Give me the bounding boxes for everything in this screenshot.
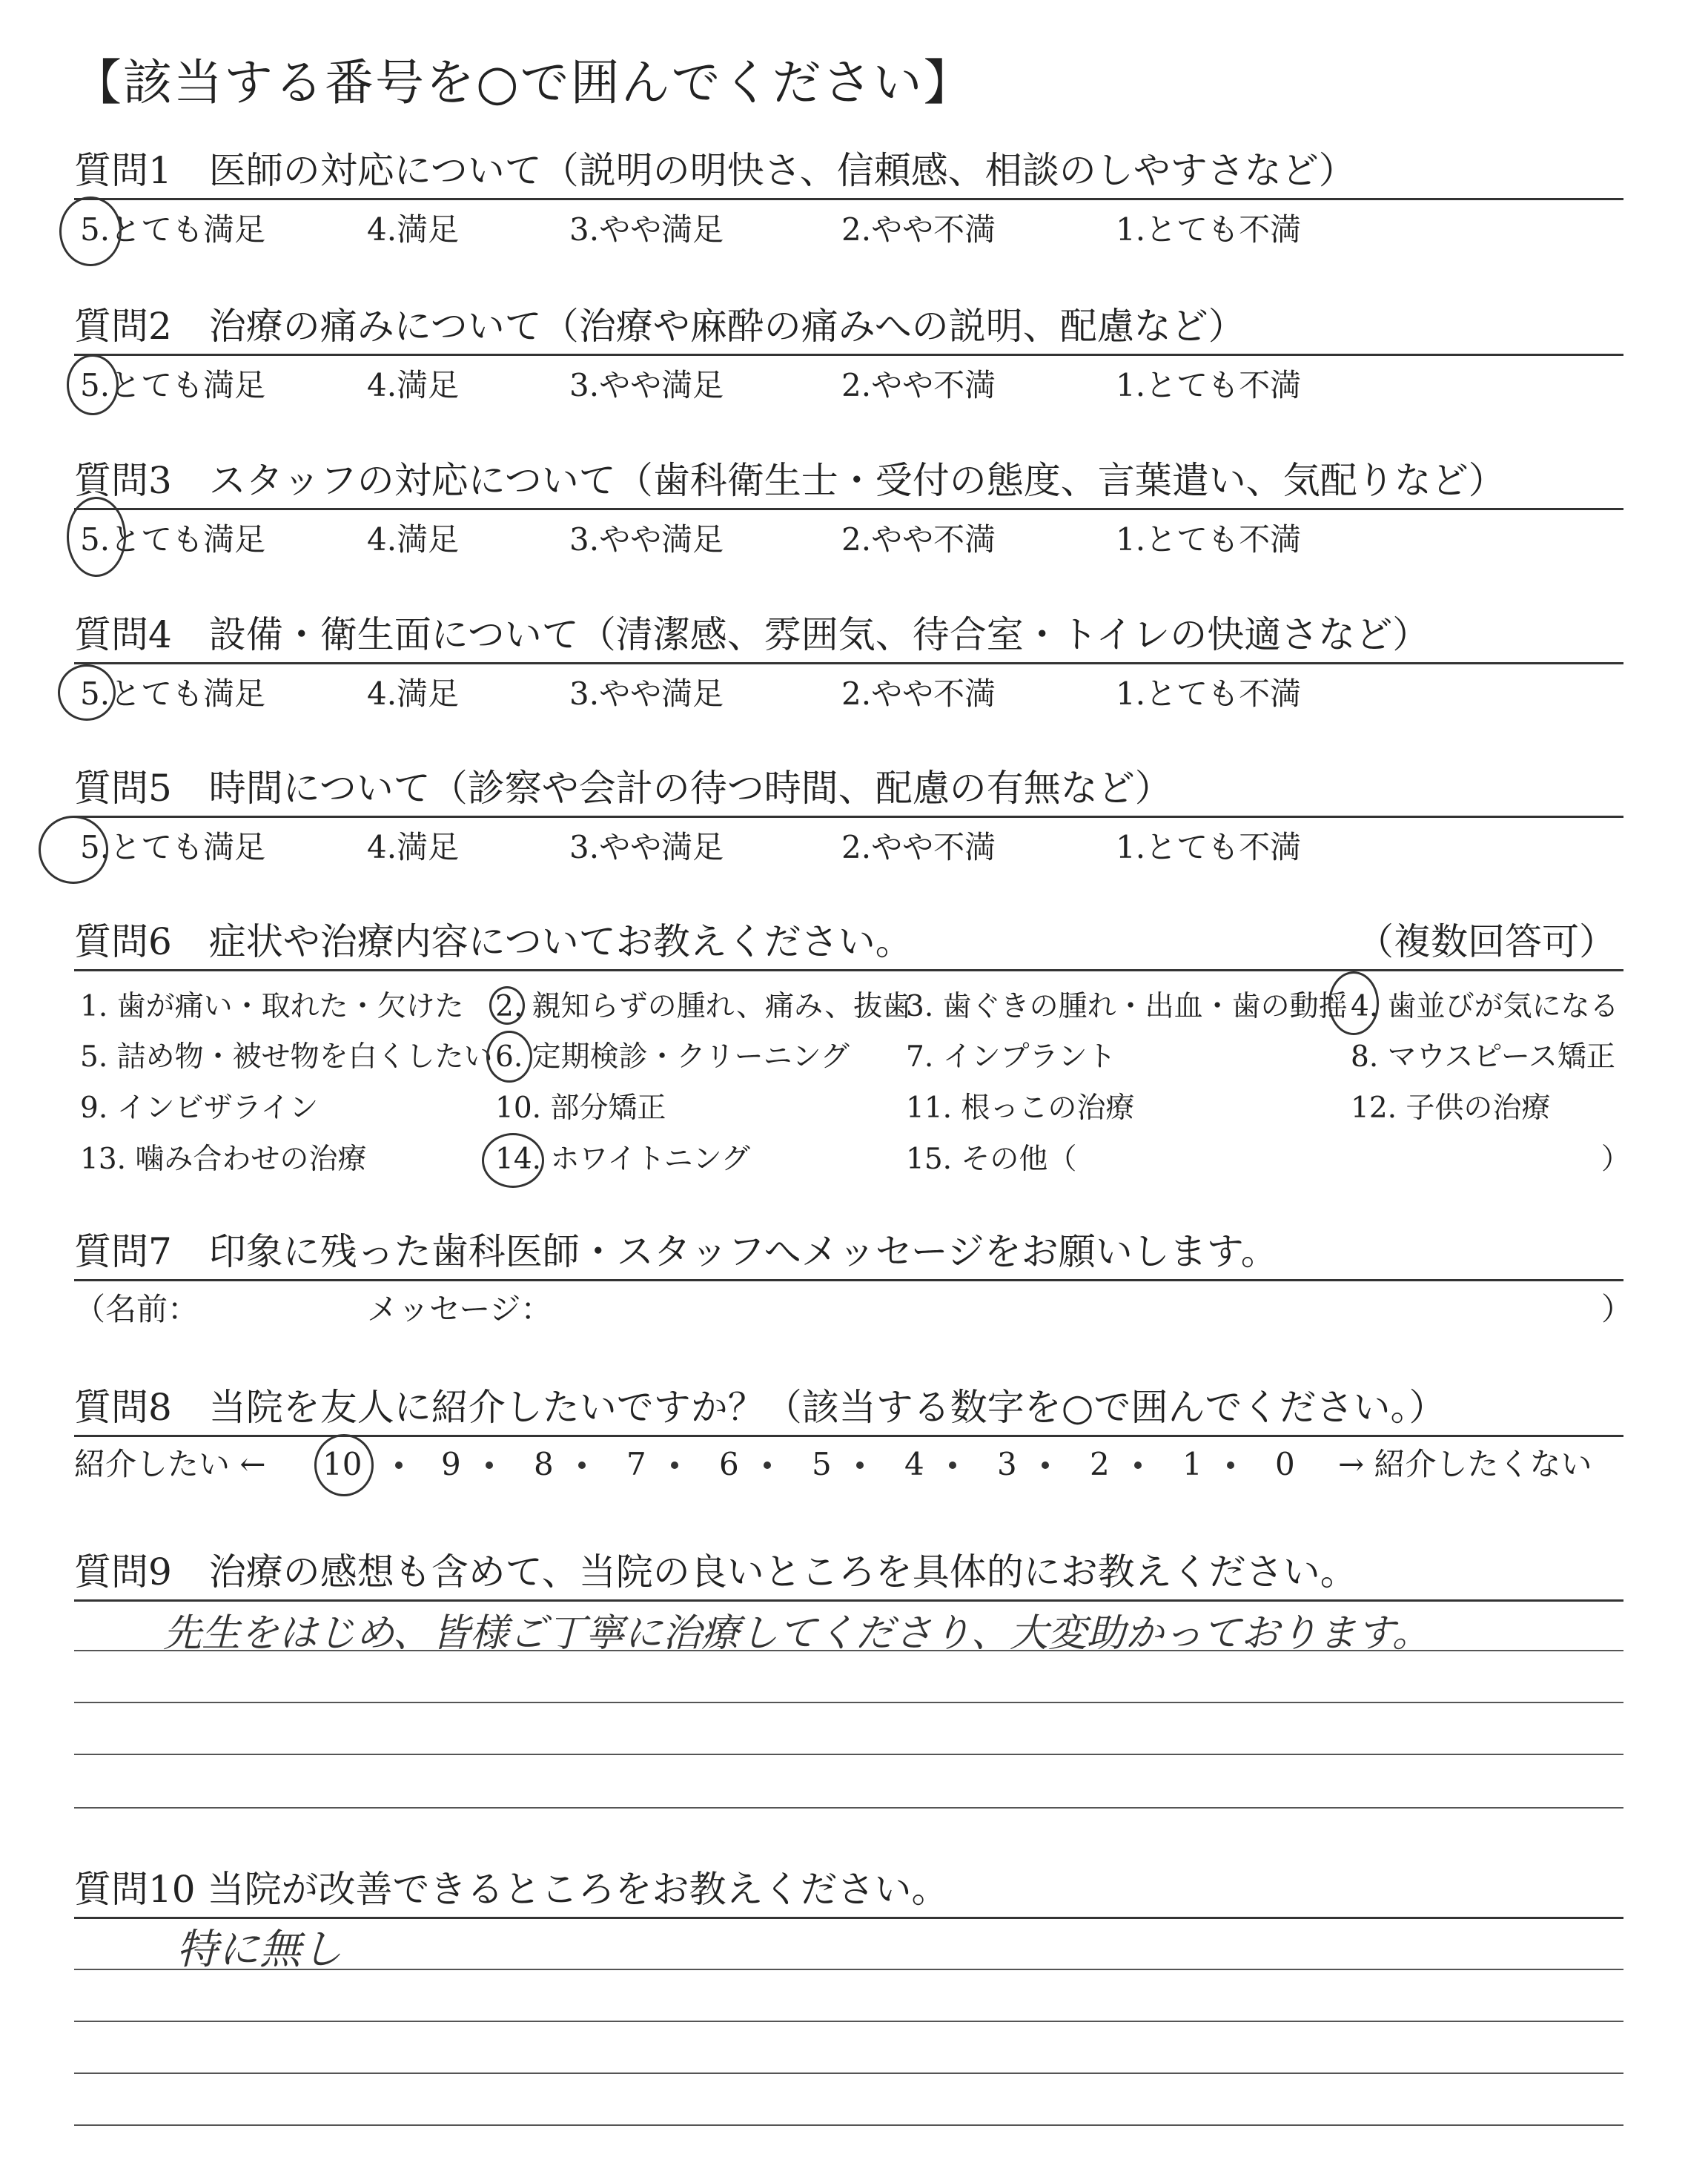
q1-option-5[interactable]: 5.とても満足 — [80, 211, 266, 248]
q6-selection-circle-6 — [486, 1031, 532, 1083]
question-8: 質問8 当院を友人に紹介したいですか？（該当する数字を○で囲んでください。） — [74, 1386, 1446, 1429]
q1-option-4[interactable]: 4.満足 — [367, 211, 460, 248]
q8-score-6[interactable]: 6 — [719, 1446, 739, 1482]
question-1: 質問1 医師の対応について（説明の明快さ、信頼感、相談のしやすさなど） — [74, 149, 1356, 192]
q6-selection-circle-2 — [489, 986, 525, 1025]
question-2: 質問2 治療の痛みについて（治療や麻酔の痛みへの説明、配慮など） — [74, 305, 1245, 348]
q6-option-3[interactable]: 3. 歯ぐきの腫れ・出血・歯の動揺 — [906, 990, 1348, 1023]
q2-option-4[interactable]: 4.満足 — [367, 367, 460, 403]
q5-option-2[interactable]: 2.やや不満 — [841, 829, 996, 865]
q5-option-3[interactable]: 3.やや満足 — [569, 829, 724, 865]
q6-option-15[interactable]: 15. その他（ — [906, 1143, 1077, 1176]
question-10: 質問10 当院が改善できるところをお教えください。 — [74, 1868, 949, 1911]
question-6: 質問6 症状や治療内容についてお教えください。 — [74, 920, 913, 963]
q1-option-1[interactable]: 1.とても不満 — [1116, 211, 1302, 248]
q8-right-label: → 紹介したくない — [1338, 1446, 1592, 1482]
q5-option-1[interactable]: 1.とても不満 — [1116, 829, 1302, 865]
question-3: 質問3 スタッフの対応について（歯科衛生士・受付の態度、言葉遣い、気配りなど） — [74, 459, 1506, 502]
q8-score-1[interactable]: 1 — [1182, 1446, 1202, 1482]
q7-close: ） — [1601, 1291, 1633, 1327]
q4-option-3[interactable]: 3.やや満足 — [569, 676, 724, 712]
q6-option-6[interactable]: 6. 定期検診・クリーニング — [495, 1040, 850, 1074]
q8-left-label: 紹介したい ← — [74, 1446, 266, 1482]
form-title: 【該当する番号を○で囲んでください】 — [73, 54, 974, 111]
q1-option-3[interactable]: 3.やや満足 — [569, 211, 724, 248]
q1-option-2[interactable]: 2.やや不満 — [841, 211, 996, 248]
q6-option-13[interactable]: 13. 噛み合わせの治療 — [80, 1143, 367, 1176]
q8-score-2[interactable]: 2 — [1090, 1446, 1110, 1482]
q3-option-3[interactable]: 3.やや満足 — [569, 521, 724, 558]
q6-option-7[interactable]: 7. インプラント — [906, 1040, 1116, 1074]
q2-option-2[interactable]: 2.やや不満 — [841, 367, 996, 403]
q8-score-4[interactable]: 4 — [904, 1446, 924, 1482]
q6-option-8[interactable]: 8. マウスピース矯正 — [1351, 1040, 1615, 1074]
q4-selection-circle — [58, 664, 116, 721]
q8-score-9[interactable]: 9 — [441, 1446, 461, 1482]
q6-selection-circle-4 — [1328, 971, 1379, 1035]
question-4: 質問4 設備・衛生面について（清潔感、雰囲気、待合室・トイレの快適さなど） — [74, 613, 1430, 656]
q6-option-11[interactable]: 11. 根っこの治療 — [906, 1091, 1135, 1125]
q2-option-1[interactable]: 1.とても不満 — [1116, 367, 1302, 403]
q8-score-0[interactable]: 0 — [1275, 1446, 1295, 1482]
q6-option-2[interactable]: 2. 親知らずの腫れ、痛み、抜歯 — [495, 990, 912, 1023]
q2-option-5[interactable]: 5.とても満足 — [80, 367, 266, 403]
question-9: 質問9 治療の感想も含めて、当院の良いところを具体的にお教えください。 — [74, 1550, 1357, 1593]
q1-selection-circle — [59, 196, 122, 266]
question-5: 質問5 時間について（診察や会計の待つ時間、配慮の有無など） — [74, 767, 1172, 810]
q2-option-3[interactable]: 3.やや満足 — [569, 367, 724, 403]
q6-selection-circle-14 — [482, 1133, 544, 1188]
q5-selection-circle — [39, 816, 108, 884]
q6-option-12[interactable]: 12. 子供の治療 — [1351, 1091, 1551, 1125]
q4-option-5[interactable]: 5.とても満足 — [80, 676, 266, 712]
q10-answer[interactable]: 特に無し — [176, 1926, 342, 1974]
q8-score-8[interactable]: 8 — [534, 1446, 554, 1482]
q3-selection-circle — [67, 497, 126, 577]
q6-option-9[interactable]: 9. インビザライン — [80, 1091, 319, 1125]
q6-option-4[interactable]: 4. 歯並びが気になる — [1351, 990, 1619, 1023]
q3-option-2[interactable]: 2.やや不満 — [841, 521, 996, 558]
q5-option-4[interactable]: 4.満足 — [367, 829, 460, 865]
q9-answer[interactable]: 先生をはじめ、皆様ご丁寧に治療してくださり、大変助かっております。 — [163, 1611, 1431, 1656]
q8-score-7[interactable]: 7 — [626, 1446, 646, 1482]
q8-score-10[interactable]: 10 — [322, 1446, 363, 1482]
q8-score-5[interactable]: 5 — [812, 1446, 832, 1482]
q3-option-4[interactable]: 4.満足 — [367, 521, 460, 558]
q6-option-15-close: ） — [1601, 1143, 1631, 1176]
q6-option-14[interactable]: 14. ホワイトニング — [495, 1143, 750, 1176]
q3-option-1[interactable]: 1.とても不満 — [1116, 521, 1302, 558]
q4-option-1[interactable]: 1.とても不満 — [1116, 676, 1302, 712]
q8-selection-circle-10 — [314, 1434, 374, 1496]
q5-option-5[interactable]: 5.とても満足 — [80, 829, 266, 865]
question-6-note: （複数回答可） — [1357, 920, 1616, 963]
q8-score-3[interactable]: 3 — [997, 1446, 1017, 1482]
q7-message-label: メッセージ： — [367, 1291, 552, 1327]
q6-option-1[interactable]: 1. 歯が痛い・取れた・欠けた — [80, 990, 464, 1023]
q6-option-5[interactable]: 5. 詰め物・被せ物を白くしたい — [80, 1040, 493, 1074]
q4-option-2[interactable]: 2.やや不満 — [841, 676, 996, 712]
q7-name-label: （名前： — [74, 1291, 199, 1327]
q4-option-4[interactable]: 4.満足 — [367, 676, 460, 712]
q2-selection-circle — [67, 354, 119, 415]
q3-option-5[interactable]: 5.とても満足 — [80, 521, 266, 558]
question-7: 質問7 印象に残った歯科医師・スタッフへメッセージをお願いします。 — [74, 1230, 1278, 1273]
q6-option-10[interactable]: 10. 部分矯正 — [495, 1091, 666, 1125]
